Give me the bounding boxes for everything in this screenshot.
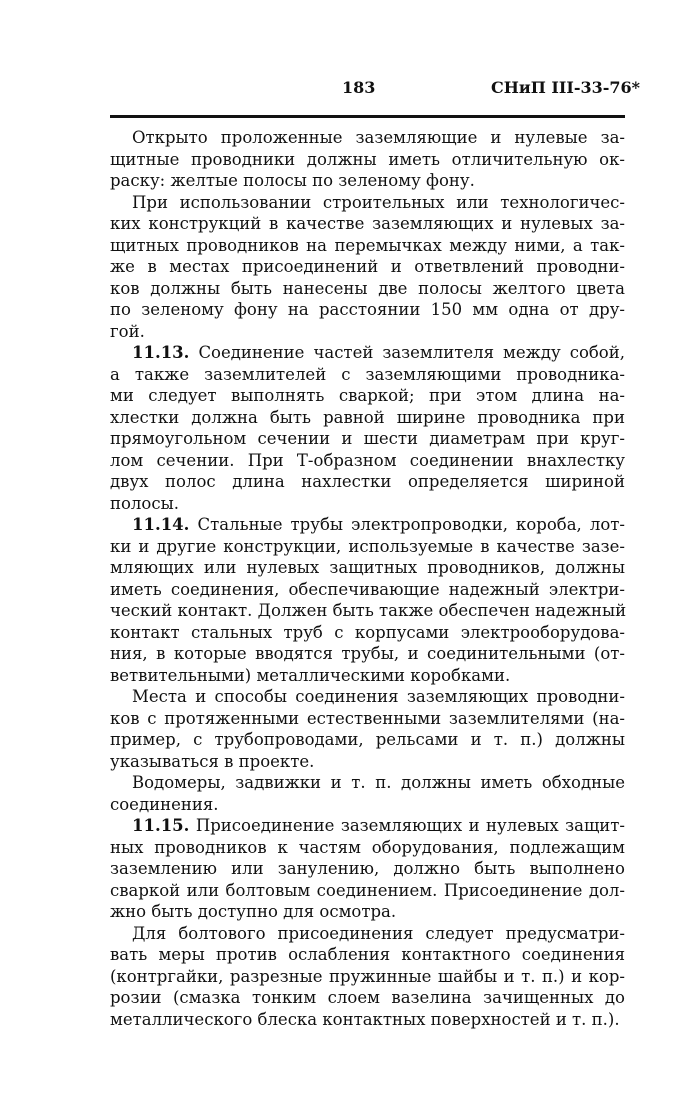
text-line: ков должны быть нанесены две полосы желтого цвета — [110, 278, 625, 298]
clause-11-14 — [110, 514, 625, 686]
clause-text: Присоединение заземляющих и нулевых защит- — [195, 816, 626, 835]
text-line: раску: желтые полосы по зеленому фону. — [110, 171, 475, 190]
text-line: Места и способы соединения заземляющих проводни- — [132, 687, 625, 706]
text-line: ных проводников к частям оборудования, подлежащим — [110, 837, 625, 857]
text-line: Водомеры, задвижки и т. п. должны иметь обходные — [132, 773, 625, 792]
text-line — [110, 514, 625, 536]
paragraph-bypass — [110, 772, 625, 815]
text-line: по зеленому фону на расстоянии 150 мм одна от дру- — [110, 300, 625, 319]
text-line: вать меры против ослабления контактного соединения — [110, 945, 625, 964]
text-line: мляющих или нулевых защитных проводников, должны — [110, 558, 625, 577]
text-line — [110, 815, 625, 837]
text-line: ков с протяженными естественными заземлителями (на- — [110, 708, 625, 728]
text-line: (контргайки, разрезные пружинные шайбы и т. п.) и кор- — [110, 966, 625, 986]
text-line: щитные проводники должны иметь отличительную ок- — [110, 149, 625, 169]
text-line — [110, 342, 625, 364]
text-line: ния, в которые вводятся трубы, и соединительными (от- — [110, 644, 625, 663]
text-line: пример, с трубопроводами, рельсами и т. п.) должны — [110, 730, 625, 749]
paragraph-structures — [110, 192, 625, 343]
text-line: жно быть доступно для осмотра. — [110, 902, 397, 921]
text-line: соединения. — [110, 794, 219, 814]
header-rule — [110, 115, 625, 118]
text-line: ких конструкций в качестве заземляющих и нулевых за- — [110, 214, 625, 233]
text-line: иметь соединения, обеспечивающие надежный электри- — [110, 579, 625, 599]
text-line: ветвительными) металлическими коробками. — [110, 665, 511, 685]
text-line: контакт стальных труб с корпусами электрооборудова- — [110, 622, 625, 642]
text-line: сваркой или болтовым соединением. Присоединение дол- — [110, 880, 625, 900]
text-line: Открыто проложенные заземляющие и нулевые за- — [132, 128, 625, 147]
text-line: двух полос длина нахлестки определяется шириной — [110, 472, 625, 491]
text-line: прямоугольном сечении и шести диаметрам при круг- — [110, 429, 625, 448]
clause-text: Стальные трубы электропроводки, короба, лот- — [197, 515, 625, 534]
clause-11-15 — [110, 815, 625, 923]
document-body — [110, 127, 625, 1030]
clause-11-13 — [110, 342, 625, 514]
document-code: СНиП III-33-76* — [491, 78, 641, 97]
page-number: 183 — [342, 78, 376, 97]
text-line: При использовании строительных или технологичес- — [132, 192, 625, 212]
paragraph-coloring — [110, 127, 625, 192]
text-line: полосы. — [110, 493, 179, 513]
clause-number: 11.14. — [132, 515, 190, 534]
text-line: хлестки должна быть равной ширине проводника при — [110, 407, 625, 427]
clause-number: 11.13. — [132, 343, 190, 362]
text-line: заземлению или занулению, должно быть выполнено — [110, 859, 625, 878]
text-line: лом сечении. При Т-образном соединении внахлестку — [110, 450, 625, 470]
clause-text: Соединение частей заземлителя между собой, — [198, 343, 625, 362]
text-line: ки и другие конструкции, используемые в качестве зазе- — [110, 536, 625, 556]
text-line: Для болтового присоединения следует предусматри- — [132, 923, 625, 943]
text-line: гой. — [110, 321, 145, 341]
page-header — [0, 78, 700, 108]
text-line: ческий контакт. Должен быть также обеспечен надежный — [110, 601, 627, 620]
text-line: щитных проводников на перемычках между ними, а так- — [110, 235, 625, 255]
text-line: ми следует выполнять сваркой; при этом длина на- — [110, 386, 625, 405]
text-line: а также заземлителей с заземляющими проводника- — [110, 364, 625, 384]
text-line: указываться в проекте. — [110, 751, 315, 771]
paragraph-bolted-connection — [110, 923, 625, 1031]
text-line: металлического блеска контактных поверхностей и т. п.). — [110, 1009, 620, 1029]
paragraph-natural-earthing — [110, 686, 625, 772]
clause-number: 11.15. — [132, 816, 190, 835]
text-line: розии (смазка тонким слоем вазелина зачищенных до — [110, 988, 625, 1007]
text-line: же в местах присоединений и ответвлений проводни- — [110, 257, 625, 276]
